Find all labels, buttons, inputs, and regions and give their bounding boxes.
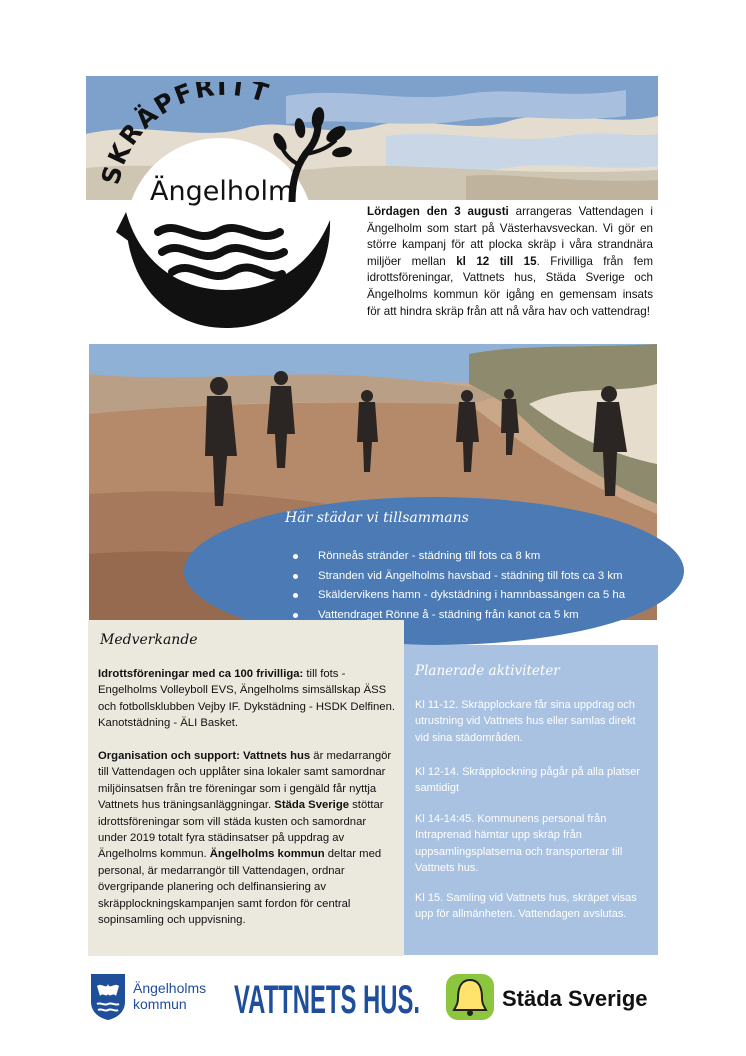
medverkande-title: Medverkande xyxy=(100,632,198,648)
bullet-icon xyxy=(293,554,298,559)
activity-item: Kl 14-14:45. Kommunens personal från Intraprenad hämtar upp skräp från uppsamlingsplatserna och transporterar till Vattnets hus. xyxy=(415,813,623,874)
leaf xyxy=(310,106,326,130)
list-item: Skäldervikens hamn - dykstädning i hamnbassängen ca 5 ha xyxy=(290,586,625,606)
sites-list xyxy=(290,547,625,625)
svg-text:kommun: kommun xyxy=(133,996,187,1012)
svg-text:VATTNETS HUS.: VATTNETS HUS. xyxy=(234,978,420,1019)
intro-time: kl 12 till 15 xyxy=(456,254,537,268)
medverkande-paragraph-2: Organisation och support: Vattnets hus är medarrangör till Vattendagen och upplåter sina lokaler samt samordnar miljöinsatsen från tre föreningar som i gengäld får nyttja Vattnets hus träningsanläggningar. Städa Sverige stöttar idrottsföreningar som vill städa kusten och samordnar under 2019 totalt fyra städinsatser på uppdrag av Ängelholms kommun. Ängelholms kommun deltar med personal, är medarrangör till Vattendagen, ordnar övergripande planering och delfinansiering av skräpplockningskampanjen samt fordon för central sopinsamling och uppvisning. xyxy=(98,750,392,927)
leaf xyxy=(293,117,306,138)
leaf xyxy=(331,145,352,158)
medverkande-paragraph-1: Idrottsföreningar med ca 100 frivilliga: till fots - Engelholms Volleyboll EVS, Ängelholms simsällskap ÄSS och fotbollsklubben Vejby IF. Dykstädning - HSDK Delfinen. Kanotstädning - ÄLI Basket. xyxy=(98,668,396,730)
logo-arc-text: SKRÄPFRITT xyxy=(96,82,274,188)
intro-paragraph: Lördagen den 3 augusti arrangeras Vattendagen i Ängelholm som start på Västerhavsveckan. Vi gör en större kampanj för att plocka skräp i våra strandnära miljöer mellan kl 12 till 15. Frivilliga från fem idrottsföreningar, Vattnets hus, Städa Sverige och Ängelholms kommun kör igång en gemensam insats för att hindra skräp från att nå våra hav och vattendrag! xyxy=(367,205,653,318)
list-item: Vattendraget Rönne å - städning från kanot ca 5 km xyxy=(290,606,625,626)
activity-item: Kl 11-12. Skräpplockare får sina uppdrag och utrustning vid Vattnets hus eller samlas direkt vid sina städområden. xyxy=(415,699,636,744)
bullet-icon xyxy=(293,574,298,579)
vattnets-hus-logo xyxy=(234,975,422,1019)
angelholms-kommun-logo xyxy=(89,972,219,1022)
planerade-title: Planerade aktiviteter xyxy=(415,663,560,679)
list-item: Rönneås stränder - städning till fots ca 8 km xyxy=(290,547,625,567)
activity-item: Kl 15. Samling vid Vattnets hus, skräpet visas upp för allmänheten. Vattendagen avslutas. xyxy=(415,892,637,921)
sites-title: Här städar vi tillsammans xyxy=(285,510,469,526)
intro-date: Lördagen den 3 augusti xyxy=(367,205,509,218)
logo-place-text: Ängelholm xyxy=(150,176,295,207)
leaf xyxy=(271,131,290,153)
activity-item: Kl 12-14. Skräpplockning pågår på alla platser samtidigt xyxy=(415,766,641,795)
bullet-icon xyxy=(293,593,298,598)
svg-text:Städa Sverige: Städa Sverige xyxy=(502,986,648,1011)
skrapfritt-logo xyxy=(96,82,358,330)
shield-icon xyxy=(91,974,125,1020)
svg-text:Ängelholms: Ängelholms xyxy=(133,980,207,996)
list-item: Stranden vid Ängelholms havsbad - städning till fots ca 3 km xyxy=(290,567,625,587)
stada-sverige-logo xyxy=(446,972,660,1022)
bullet-icon xyxy=(293,613,298,618)
